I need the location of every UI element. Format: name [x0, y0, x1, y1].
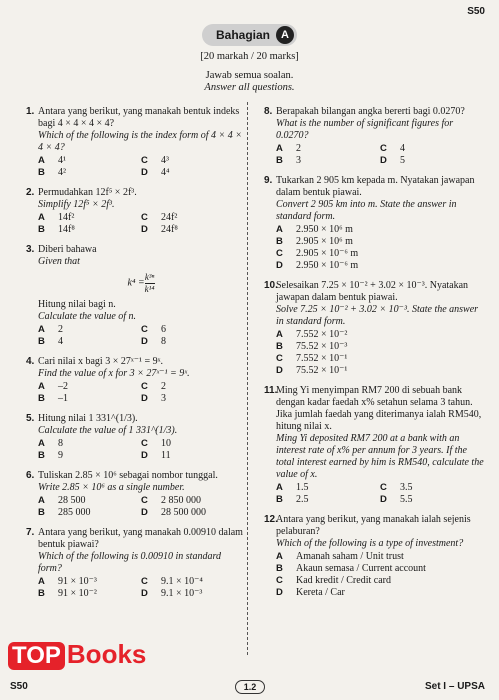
answer-option[interactable]	[276, 353, 484, 365]
question-8	[264, 106, 484, 167]
option-text: 285 000	[58, 506, 91, 518]
answer-option[interactable]	[276, 494, 380, 506]
question-number: 5.	[26, 412, 35, 424]
answer-option[interactable]	[276, 224, 484, 236]
answer-option[interactable]	[276, 563, 484, 575]
left-column	[26, 106, 244, 608]
question-text-ms: Antara yang berikut, yang manakah bentuk indeks bagi 4 × 4 × 4 × 4?	[38, 106, 240, 129]
formula	[38, 272, 244, 295]
question-1	[26, 106, 244, 179]
option-letter: D	[141, 449, 148, 461]
answer-option[interactable]	[38, 576, 141, 588]
option-text: 4³	[161, 155, 169, 166]
option-letter: B	[38, 506, 45, 518]
option-text: 75.52 × 10⁻³	[296, 341, 348, 352]
option-letter: C	[141, 212, 148, 223]
answer-option[interactable]	[141, 381, 244, 393]
option-letter: B	[38, 335, 45, 347]
answer-option[interactable]	[276, 260, 484, 272]
answer-option[interactable]	[38, 438, 141, 450]
answer-option[interactable]	[141, 212, 244, 224]
question-number: 9.	[264, 175, 273, 186]
option-letter: A	[38, 494, 45, 506]
option-letter: B	[276, 563, 283, 574]
question-text-en: Which of the following is the index form of 4 × 4 × 4 × 4?	[38, 130, 243, 153]
question-10	[264, 280, 484, 377]
option-letter: B	[38, 224, 45, 235]
answer-options	[38, 381, 244, 405]
option-text: 7.552 × 10⁻²	[296, 329, 348, 340]
question-text-ms: Antara yang berikut, yang manakah 0.00910 dalam bentuk piawai?	[38, 526, 243, 550]
question-number: 2.	[26, 187, 35, 198]
answer-option[interactable]	[141, 336, 244, 348]
answer-options	[38, 438, 244, 462]
option-letter: B	[276, 236, 283, 247]
question-text-ms: Diberi bahawa	[38, 244, 97, 255]
question-text-ms: Antara yang berikut, yang manakah ialah sejenis pelaburan?	[276, 514, 471, 537]
option-letter: A	[38, 575, 45, 587]
question-text-ms: Tuliskan 2.85 × 10⁶ sebagai nombor tunggal.	[38, 469, 218, 481]
question-7	[26, 527, 244, 600]
answer-option[interactable]	[38, 167, 141, 179]
option-text: 4	[58, 335, 63, 347]
option-letter: A	[276, 482, 283, 493]
answer-option[interactable]	[380, 155, 484, 167]
question-text-en: Which of the following is 0.00910 in standard form?	[38, 550, 221, 574]
page-code-top: S50	[467, 6, 485, 17]
option-text: –1	[58, 392, 68, 404]
question-text-en: Convert 2 905 km into m. State the answer in standard form.	[276, 199, 457, 222]
answer-option[interactable]	[38, 495, 141, 507]
option-letter: A	[38, 212, 45, 223]
answer-option[interactable]	[141, 507, 244, 519]
option-text: Akaun semasa / Current account	[296, 563, 426, 574]
option-letter: D	[380, 494, 387, 505]
answer-option[interactable]	[38, 336, 141, 348]
option-text: 9.1 × 10⁻³	[161, 587, 203, 599]
option-text: 9.1 × 10⁻⁴	[161, 575, 203, 587]
option-letter: C	[380, 482, 387, 493]
answer-option[interactable]	[141, 155, 244, 167]
section-label: Bahagian	[215, 28, 270, 42]
answer-option[interactable]	[141, 393, 244, 405]
answer-option[interactable]	[380, 482, 484, 494]
option-text: 28 500 000	[161, 506, 206, 518]
option-text: 24f⁸	[161, 224, 178, 235]
section-header	[0, 24, 499, 94]
option-letter: C	[276, 248, 283, 259]
option-letter: D	[276, 365, 283, 376]
instruction-ms: Jawab semua soalan.	[205, 70, 294, 81]
answer-options	[38, 495, 244, 519]
option-letter: B	[276, 341, 283, 352]
formula-fraction	[145, 272, 155, 295]
option-letter: A	[276, 224, 283, 235]
question-number: 6.	[26, 469, 35, 481]
question-text-en: What is the number of significant figures for 0.0270?	[276, 118, 454, 141]
option-text: 2	[58, 323, 63, 335]
question-number: 1.	[26, 106, 35, 117]
question-number: 4.	[26, 355, 35, 367]
answer-options	[38, 155, 244, 179]
question-text-en: Write 2.85 × 10⁶ as a single number.	[38, 481, 185, 493]
option-text: 75.52 × 10⁻¹	[296, 365, 348, 376]
option-letter: C	[141, 437, 148, 449]
option-letter: D	[141, 392, 148, 404]
option-letter: D	[141, 587, 148, 599]
option-text: Kereta / Car	[296, 587, 345, 598]
question-number: 7.	[26, 526, 35, 538]
topbooks-logo	[8, 639, 146, 670]
answer-option[interactable]	[276, 482, 380, 494]
option-text: 14f⁸	[58, 224, 75, 235]
right-column	[264, 106, 484, 607]
option-letter: A	[38, 380, 45, 392]
answer-option[interactable]	[380, 143, 484, 155]
option-letter: C	[141, 494, 148, 506]
option-letter: A	[276, 329, 283, 340]
option-letter: D	[141, 167, 148, 178]
question-12	[264, 514, 484, 599]
question-text-en: Solve 7.25 × 10⁻² + 3.02 × 10⁻³. State the answer in standard form.	[276, 304, 479, 327]
answer-options	[276, 482, 484, 506]
option-text: 2.5	[296, 494, 309, 505]
option-text: 2.950 × 10⁶ m	[296, 224, 353, 235]
answer-option[interactable]	[38, 507, 141, 519]
question-text-ms: Tukarkan 2 905 km kepada m. Nyatakan jawapan dalam bentuk piawai.	[276, 175, 475, 198]
option-text: 8	[161, 335, 166, 347]
answer-option[interactable]	[276, 236, 484, 248]
answer-option[interactable]	[38, 212, 141, 224]
option-text: Kad kredit / Credit card	[296, 575, 391, 586]
answer-option[interactable]	[276, 575, 484, 587]
option-letter: D	[141, 506, 148, 518]
answer-option[interactable]	[38, 224, 141, 236]
option-text: 3	[161, 392, 166, 404]
option-letter: B	[38, 392, 45, 404]
question-text-ms: Berapakah bilangan angka bererti bagi 0.0270?	[276, 106, 465, 117]
marks-text: [20 markah / 20 marks]	[200, 51, 299, 62]
question-text-ms: Hitung nilai 1 331^(1/3).	[38, 412, 138, 424]
answer-option[interactable]	[141, 167, 244, 179]
question-text-ms: Ming Yi menyimpan RM7 200 di sebuah bank dengan kadar faedah x% setahun selama 3 tahun. Jika jumlah faedah yang diterimanya ialah RM540, hitung nilai x.	[276, 385, 482, 432]
answer-options	[276, 224, 484, 272]
answer-options	[276, 143, 484, 167]
option-text: 4	[400, 143, 405, 154]
option-text: 3	[296, 155, 301, 166]
option-letter: B	[38, 449, 45, 461]
option-text: 7.552 × 10⁻¹	[296, 353, 348, 364]
question-number: 10.	[264, 280, 278, 291]
option-text: 14f²	[58, 212, 75, 223]
answer-option[interactable]	[276, 365, 484, 377]
question-number: 8.	[264, 106, 273, 117]
answer-option[interactable]	[276, 551, 484, 563]
option-letter: D	[141, 335, 148, 347]
option-text: 2	[296, 143, 301, 154]
answer-options	[276, 551, 484, 599]
question-text-ms: Cari nilai x bagi 3 × 27ˣ⁻¹ = 9ˣ.	[38, 355, 164, 367]
option-letter: C	[276, 575, 283, 586]
option-text: 91 × 10⁻²	[58, 587, 97, 599]
option-text: 9	[58, 449, 63, 461]
answer-option[interactable]	[276, 329, 484, 341]
answer-option[interactable]	[276, 587, 484, 599]
option-text: 2.905 × 10⁻⁶ m	[296, 248, 359, 259]
option-text: 5.5	[400, 494, 413, 505]
fraction-denominator: k¹⁴	[144, 283, 155, 294]
option-text: 2 850 000	[161, 494, 201, 506]
option-text: 28 500	[58, 494, 86, 506]
option-text: 4¹	[58, 155, 66, 166]
footer-left: S50	[10, 681, 28, 692]
question-11	[264, 385, 484, 506]
option-letter: A	[276, 143, 283, 154]
question-6	[26, 470, 244, 519]
question-text-en-2: Calculate the value of n.	[38, 310, 137, 322]
answer-option[interactable]	[276, 155, 380, 167]
answer-option[interactable]	[38, 324, 141, 336]
option-text: 10	[161, 437, 171, 449]
option-letter: D	[276, 587, 283, 598]
answer-options	[276, 329, 484, 377]
option-letter: B	[276, 494, 283, 505]
answer-option[interactable]	[276, 143, 380, 155]
option-text: 2.950 × 10⁻⁶ m	[296, 260, 359, 271]
option-text: 2.905 × 10⁶ m	[296, 236, 353, 247]
answer-option[interactable]	[141, 576, 244, 588]
question-3	[26, 244, 244, 348]
answer-option[interactable]	[38, 155, 141, 167]
answer-option[interactable]	[141, 324, 244, 336]
question-text-en: Ming Yi deposited RM7 200 at a bank with an interest rate of x% per annum for 3 years. If the total interest earned by him is RM540, calculate the value of x.	[276, 433, 484, 480]
option-letter: B	[276, 155, 283, 166]
option-letter: D	[380, 155, 387, 166]
footer-right: Set I – UPSA	[424, 681, 485, 692]
question-number: 3.	[26, 244, 35, 255]
footer-page-number: 1.2	[235, 680, 265, 694]
answer-options	[38, 212, 244, 236]
question-text-en: Which of the following is a type of investment?	[276, 538, 464, 549]
answer-option[interactable]	[380, 494, 484, 506]
option-letter: B	[38, 167, 45, 178]
option-letter: A	[38, 437, 45, 449]
option-text: 6	[161, 323, 166, 335]
question-text-ms: Selesaikan 7.25 × 10⁻² + 3.02 × 10⁻³. Nyatakan jawapan dalam bentuk piawai.	[276, 280, 469, 303]
question-text-en: Find the value of x for 3 × 27ˣ⁻¹ = 9ˣ.	[38, 367, 190, 379]
answer-option[interactable]	[276, 341, 484, 353]
question-text-en: Simplify 12f⁵ × 2f³.	[38, 199, 115, 210]
instruction-en: Answer all questions.	[204, 82, 295, 94]
option-letter: A	[38, 323, 45, 335]
option-text: 2	[161, 380, 166, 392]
option-letter: B	[38, 587, 45, 599]
option-letter: C	[141, 380, 148, 392]
answer-option[interactable]	[141, 495, 244, 507]
question-number: 11.	[264, 385, 278, 396]
option-text: 5	[400, 155, 405, 166]
option-letter: D	[141, 224, 148, 235]
option-text: 8	[58, 437, 63, 449]
option-letter: C	[141, 155, 148, 166]
answer-option[interactable]	[141, 450, 244, 462]
option-letter: D	[276, 260, 283, 271]
question-9	[264, 175, 484, 272]
section-pill	[202, 24, 297, 46]
option-text: 91 × 10⁻³	[58, 575, 97, 587]
answer-option[interactable]	[141, 224, 244, 236]
question-4	[26, 356, 244, 405]
question-5	[26, 413, 244, 462]
section-letter: A	[276, 26, 294, 44]
option-text: 3.5	[400, 482, 413, 493]
option-text: 1.5	[296, 482, 309, 493]
option-letter: C	[141, 323, 148, 335]
answer-option[interactable]	[38, 393, 141, 405]
option-letter: C	[141, 575, 148, 587]
answer-option[interactable]	[38, 588, 141, 600]
question-text-ms-2: Hitung nilai bagi n.	[38, 298, 116, 310]
column-divider	[247, 102, 248, 655]
answer-option[interactable]	[276, 248, 484, 260]
option-letter: C	[276, 353, 283, 364]
logo-top-text: TOP	[8, 642, 65, 670]
option-letter: A	[276, 551, 283, 562]
formula-lhs: k⁴ =	[127, 277, 145, 289]
answer-option[interactable]	[141, 438, 244, 450]
question-2	[26, 187, 244, 236]
logo-books-text: Books	[66, 639, 147, 669]
answer-option[interactable]	[38, 450, 141, 462]
option-text: 4⁴	[161, 167, 170, 178]
option-text: –2	[58, 380, 68, 392]
question-text-en: Given that	[38, 256, 80, 267]
question-number: 12.	[264, 514, 278, 525]
option-text: 4²	[58, 167, 66, 178]
option-letter: C	[380, 143, 387, 154]
option-text: 24f²	[161, 212, 178, 223]
answer-options	[38, 324, 244, 348]
instructions	[0, 70, 499, 94]
option-text: Amanah saham / Unit trust	[296, 551, 404, 562]
answer-option[interactable]	[38, 381, 141, 393]
question-text-en: Calculate the value of 1 331^(1/3).	[38, 424, 178, 436]
fraction-numerator: k³ⁿ	[144, 272, 155, 282]
option-text: 11	[161, 449, 171, 461]
question-text-ms: Permudahkan 12f⁵ × 2f³.	[38, 187, 137, 198]
option-letter: A	[38, 155, 45, 166]
answer-options	[38, 576, 244, 600]
answer-option[interactable]	[141, 588, 244, 600]
